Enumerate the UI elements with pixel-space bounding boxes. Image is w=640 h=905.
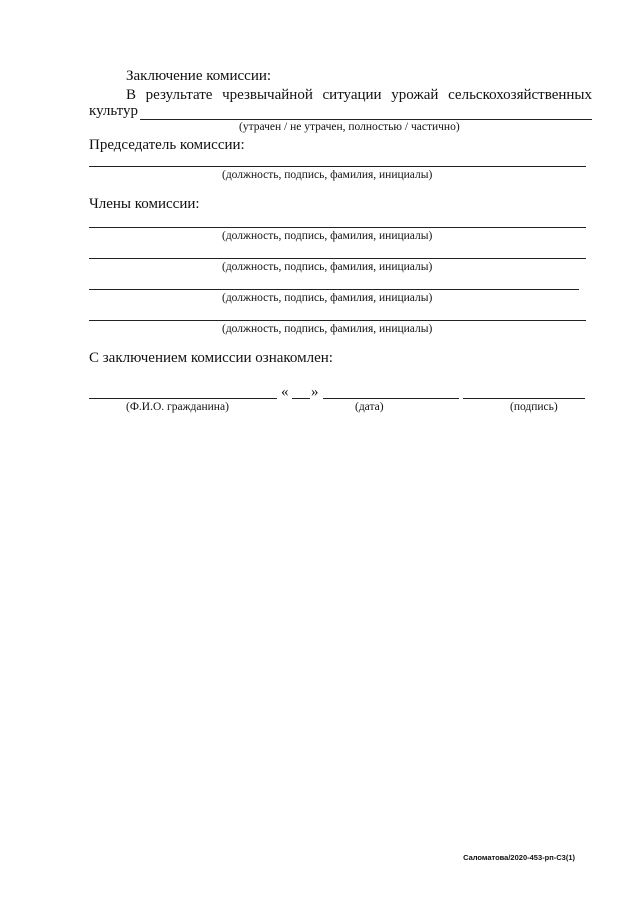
chairman-signature-line[interactable] — [89, 166, 586, 167]
member-hint: (должность, подпись, фамилия, инициалы) — [222, 292, 433, 304]
member-hint: (должность, подпись, фамилия, инициалы) — [222, 323, 433, 335]
member-signature-line[interactable] — [89, 320, 586, 321]
chairman-label: Председатель комиссии: — [89, 137, 245, 153]
chairman-hint: (должность, подпись, фамилия, инициалы) — [222, 169, 433, 181]
crops-word: культур — [89, 103, 139, 119]
fio-caption: (Ф.И.О. гражданина) — [126, 401, 229, 413]
date-quote-close: » — [311, 384, 319, 400]
document-code: Саломатова/2020-453-рп-С3(1) — [463, 853, 575, 862]
member-hint: (должность, подпись, фамилия, инициалы) — [222, 230, 433, 242]
date-quote-open: « — [281, 384, 289, 400]
member-signature-line[interactable] — [89, 258, 586, 259]
acknowledgement-label: С заключением комиссии ознакомлен: — [89, 350, 333, 366]
date-day-line[interactable] — [292, 398, 310, 399]
signature-line[interactable] — [463, 398, 585, 399]
signature-caption: (подпись) — [510, 401, 558, 413]
member-hint: (должность, подпись, фамилия, инициалы) — [222, 261, 433, 273]
conclusion-sentence: В результате чрезвычайной ситуации урожай сельскохозяйственных — [126, 87, 592, 103]
member-signature-line[interactable] — [89, 289, 579, 290]
members-label: Члены комиссии: — [89, 196, 200, 212]
crops-result-line[interactable] — [140, 119, 592, 120]
crops-result-hint: (утрачен / не утрачен, полностью / частично) — [239, 121, 460, 133]
date-caption: (дата) — [355, 401, 384, 413]
conclusion-heading: Заключение комиссии: — [126, 68, 272, 84]
member-signature-line[interactable] — [89, 227, 586, 228]
fio-line[interactable] — [89, 398, 277, 399]
date-month-year-line[interactable] — [323, 398, 459, 399]
